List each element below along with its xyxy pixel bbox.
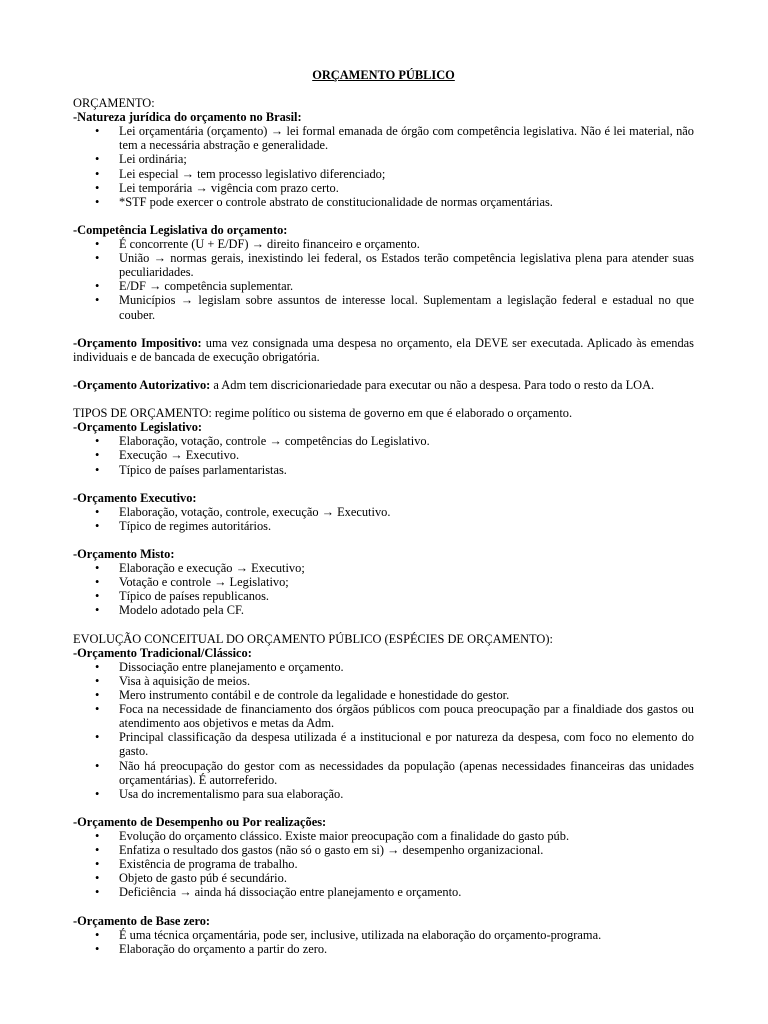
list-item: • Execução → Executivo.: [73, 448, 694, 462]
list-item: • Dissociação entre planejamento e orçamento.: [73, 660, 694, 674]
section-text: uma vez consignada uma despesa no orçamento, ela DEVE ser executada. Aplicado às emendas individuais e de bancada de execução obrigatória.: [73, 335, 695, 364]
paragraph-spacer: [73, 322, 694, 336]
bullet-list: [73, 561, 694, 617]
section-heading: [73, 223, 694, 237]
section-heading: [73, 491, 694, 505]
list-item: • Típico de países parlamentaristas.: [73, 463, 694, 477]
list-item: • Elaboração do orçamento a partir do zero.: [73, 942, 694, 956]
section-heading: [73, 914, 694, 928]
section-heading: [73, 547, 694, 561]
section-legislativo: [73, 392, 694, 477]
document-title: ORÇAMENTO PÚBLICO: [312, 68, 455, 82]
paragraph-spacer: [73, 209, 694, 223]
section-executivo: [73, 477, 694, 533]
section-heading-label: -Orçamento Tradicional/Clássico:: [73, 645, 252, 660]
bullet-list: [73, 928, 694, 956]
section-misto: [73, 533, 694, 618]
list-item: • *STF pode exercer o controle abstrato de constitucionalidade de normas orçamentárias.: [73, 195, 694, 209]
section-heading: [73, 815, 694, 829]
list-item: • Existência de programa de trabalho.: [73, 857, 694, 871]
document-page: [73, 68, 694, 956]
list-item: • Elaboração, votação, controle, execução → Executivo.: [73, 505, 694, 519]
list-item: • Lei ordinária;: [73, 152, 694, 166]
bullet-list: [73, 660, 694, 801]
list-item: • Lei especial → tem processo legislativo diferenciado;: [73, 167, 694, 181]
list-item: • Objeto de gasto púb é secundário.: [73, 871, 694, 885]
section-intro: TIPOS DE ORÇAMENTO: regime político ou sistema de governo em que é elaborado o orçamento.: [73, 406, 573, 421]
list-item: • Típico de regimes autoritários.: [73, 519, 694, 533]
bullet-list: [73, 505, 694, 533]
list-item: • União → normas gerais, inexistindo lei federal, os Estados terão competência legislativa plena para atender suas peculiaridades.: [73, 251, 694, 279]
section-heading-label: -Orçamento de Desempenho ou Por realizações:: [73, 814, 327, 829]
section-basezero: [73, 899, 694, 955]
list-item: • Usa do incrementalismo para sua elaboração.: [73, 787, 694, 801]
list-item: • Modelo adotado pela CF.: [73, 603, 694, 617]
list-item: • Principal classificação da despesa utilizada é a institucional e por natureza da despesa, com foco no elemento do gasto.: [73, 730, 694, 758]
paragraph-spacer: [73, 899, 694, 913]
paragraph-spacer: [73, 618, 694, 632]
section-autorizativo: [73, 364, 694, 392]
list-item: • É uma técnica orçamentária, pode ser, inclusive, utilizada na elaboração do orçamento-programa.: [73, 928, 694, 942]
list-item: • Municípios → legislam sobre assuntos de interesse local. Suplementam a legislação federal e estadual no que couber.: [73, 293, 694, 321]
list-item: • Enfatiza o resultado dos gastos (não só o gasto em si) → desempenho organizacional.: [73, 843, 694, 857]
bullet-list: [73, 124, 694, 209]
list-item: • Evolução do orçamento clássico. Existe maior preocupação com a finalidade do gasto púb.: [73, 829, 694, 843]
list-item: • Elaboração, votação, controle → competências do Legislativo.: [73, 434, 694, 448]
section-text: a Adm tem discricionariedade para executar ou não a despesa. Para todo o resto da LOA.: [210, 377, 655, 392]
list-item: • Lei orçamentária (orçamento) → lei formal emanada de órgão com competência legislativa. Não é lei material, não tem a necessária abstração e generalidade.: [73, 124, 694, 152]
section-heading: [73, 110, 694, 124]
list-item: • É concorrente (U + E/DF) → direito financeiro e orçamento.: [73, 237, 694, 251]
list-item: • Votação e controle → Legislativo;: [73, 575, 694, 589]
section-tradicional: [73, 618, 694, 801]
section-heading-label: -Orçamento Misto:: [73, 547, 175, 562]
paragraph-spacer: [73, 364, 694, 378]
paragraph-spacer: [73, 801, 694, 815]
list-item: • Lei temporária → vigência com prazo certo.: [73, 181, 694, 195]
section-intro: EVOLUÇÃO CONCEITUAL DO ORÇAMENTO PÚBLICO (ESPÉCIES DE ORÇAMENTO):: [73, 631, 553, 646]
section-heading: [73, 646, 694, 660]
section-heading-label: -Orçamento Executivo:: [73, 490, 197, 505]
list-item: • Típico de países republicanos.: [73, 589, 694, 603]
section-competencia: [73, 209, 694, 322]
section-heading-label: -Orçamento Autorizativo:: [73, 377, 211, 392]
bullet-list: [73, 237, 694, 322]
section-heading: [73, 336, 694, 364]
list-item: • E/DF → competência suplementar.: [73, 279, 694, 293]
paragraph-spacer: [73, 533, 694, 547]
paragraph-spacer: [73, 477, 694, 491]
section-desempenho: [73, 801, 694, 900]
list-item: • Mero instrumento contábil e de controle da legalidade e honestidade do gestor.: [73, 688, 694, 702]
section-heading-label: -Competência Legislativa do orçamento:: [73, 222, 288, 237]
paragraph-spacer: [73, 392, 694, 406]
section-heading-label: -Natureza jurídica do orçamento no Brasil:: [73, 110, 302, 125]
section-heading: [73, 378, 694, 392]
section-orcamento: [73, 96, 694, 209]
bullet-list: [73, 434, 694, 476]
document-body: [73, 96, 694, 956]
list-item: • Visa à aquisição de meios.: [73, 674, 694, 688]
section-intro: ORÇAMENTO:: [73, 96, 155, 111]
list-item: • Não há preocupação do gestor com as necessidades da população (apenas necessidades financeiras das unidades orçamentárias). É autorreferido.: [73, 759, 694, 787]
list-item: • Deficiência → ainda há dissociação entre planejamento e orçamento.: [73, 885, 694, 899]
list-item: • Foca na necessidade de financiamento dos órgãos públicos com pouca preocupação par a finaldiade dos gastos ou atendimento aos objetivos e metas da Adm.: [73, 702, 694, 730]
section-heading-label: -Orçamento de Base zero:: [73, 913, 211, 928]
section-heading: [73, 420, 694, 434]
bullet-list: [73, 829, 694, 899]
list-item: • Elaboração e execução → Executivo;: [73, 561, 694, 575]
section-heading-label: -Orçamento Impositivo:: [73, 335, 202, 350]
section-impositivo: [73, 322, 694, 364]
section-heading-label: -Orçamento Legislativo:: [73, 420, 203, 435]
